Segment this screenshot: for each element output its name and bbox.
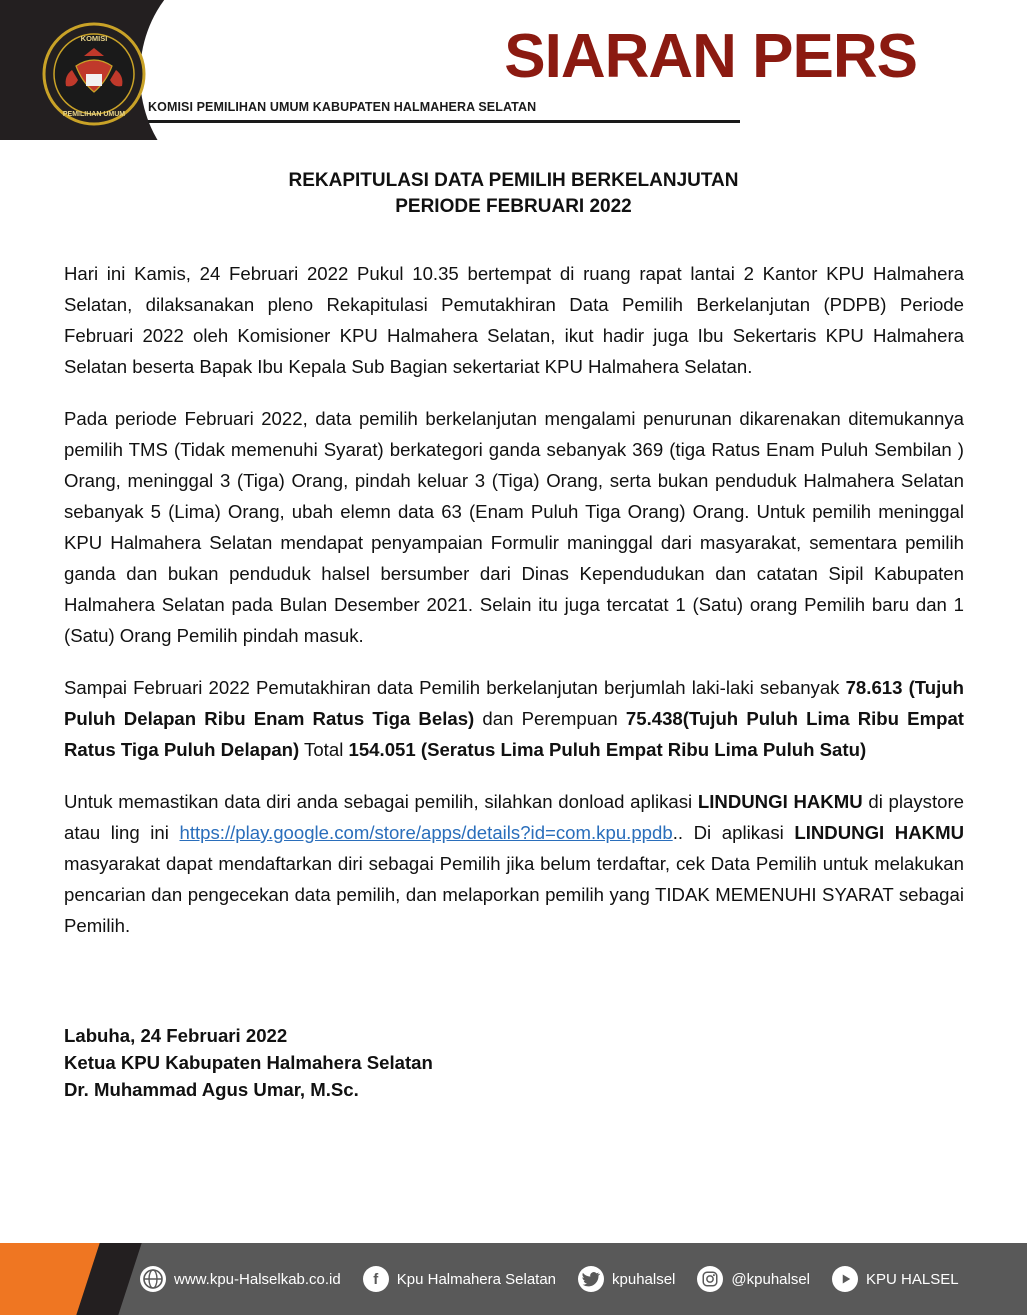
document-title [0,168,1027,220]
signature-role: Ketua KPU Kabupaten Halmahera Selatan [64,1052,433,1073]
p3-text-a: Sampai Februari 2022 Pemutakhiran data Pemilih berkelanjutan berjumlah laki-laki sebanyak [64,677,846,698]
footer-label-youtube: KPU HALSEL [866,1270,959,1288]
globe-icon [140,1266,166,1292]
header-divider [148,120,740,123]
p4-text-d: .. Di aplikasi [672,822,795,843]
header-banner [0,0,1027,140]
paragraph-1: Hari ini Kamis, 24 Februari 2022 Pukul 10.35 bertempat di ruang rapat lantai 2 Kantor KPU Halmahera Selatan, dilaksanakan pleno Rekapitulasi Pemutakhiran Data Pemilih Berkelanjutan (PDPB) Periode Februari 2022 oleh Komisioner KPU Halmahera Selatan, ikut hadir juga Ibu Sekertaris KPU Halmahera Selatan beserta Bapak Ibu Kepala Sub Bagian sekertariat KPU Halmahera Selatan. [64,263,964,377]
p4-app-name-2: LINDUNGI HAKMU [794,822,965,843]
footer-label-facebook: Kpu Halmahera Selatan [396,1270,557,1288]
p3-text-e: Total [299,739,349,760]
paragraph-3 [64,672,964,765]
playstore-link[interactable]: https://play.google.com/store/apps/details?id=com.kpu.ppdb [179,822,673,843]
footer-item-facebook[interactable] [363,1266,556,1292]
twitter-icon [578,1266,604,1292]
document-title-line2: PERIODE FEBRUARI 2022 [395,196,632,217]
p4-text-f: masyarakat dapat mendaftarkan diri sebagai Pemilih jika belum terdaftar, cek Data Pemilih untuk melakukan pencarian dan pengecekan data pemilih, dan melaporkan pemilih yang TIDAK MEMENUHI SYARAT sebagai Pemilih. [64,853,964,936]
youtube-icon [832,1266,858,1292]
document-body [64,258,964,941]
header-white-curve [140,0,340,140]
footer-label-twitter: kpuhalsel [612,1270,676,1288]
p3-grand-total: 154.051 (Seratus Lima Puluh Empat Ribu Lima Puluh Satu) [348,739,867,760]
signature-place-date: Labuha, 24 Februari 2022 [64,1025,288,1046]
p4-text-c: di playstore atau ling ini [64,791,964,843]
signature-block [64,1022,964,1103]
svg-text:PEMILIHAN UMUM: PEMILIHAN UMUM [62,111,126,118]
footer-item-twitter[interactable] [578,1266,675,1292]
svg-text:KOMISI: KOMISI [80,34,108,43]
organization-name: KOMISI PEMILIHAN UMUM KABUPATEN HALMAHERA SELATAN [148,100,537,114]
p3-text-c: dan Perempuan [474,708,626,729]
footer-bar [0,1243,1027,1315]
paragraph-4 [64,786,964,941]
footer-item-instagram[interactable] [697,1266,810,1292]
document-title-line1: REKAPITULASI DATA PEMILIH BERKELANJUTAN [288,170,739,191]
signature-name: Dr. Muhammad Agus Umar, M.Sc. [64,1079,359,1100]
p4-app-name: LINDUNGI HAKMU [697,791,863,812]
footer-label-website: www.kpu-Halselkab.co.id [174,1270,341,1288]
footer-item-youtube[interactable] [832,1266,959,1292]
p3-male-total: 78.613 (Tujuh Puluh Delapan Ribu Enam Ratus Tiga Belas) [64,677,964,729]
paragraph-2: Pada periode Februari 2022, data pemilih berkelanjutan mengalami penurunan dikarenakan ditemukannya pemilih TMS (Tidak memenuhi Syarat) berkategori ganda sebanyak 369 (tiga Ratus Enam Puluh Sembilan ) Orang, meninggal 3 (Tiga) Orang, pindah keluar 3 (Tiga) Orang, serta bukan penduduk Halmahera Selatan sebanyak 5 (Lima) Orang, ubah elemn data 63 (Enam Puluh Tiga Orang) Orang. Untuk pemilih meninggal KPU Halmahera Selatan mendapat penyampaian Formulir maninggal dari masyarakat, sementara pemilih ganda dan bukan penduduk halsel bersumber dari Dinas Kependudukan dan catatan Sipil Kabupaten Halmahera Selatan pada Bulan Desember 2021. Selain itu juga tercatat 1 (Satu) orang Pemilih baru dan 1 (Satu) Orang Pemilih pindah masuk. [64,408,964,646]
banner-title: SIARAN PERS [504,22,917,91]
p4-text-a: Untuk memastikan data diri anda sebagai pemilih, silahkan donload aplikasi [64,791,698,812]
kpu-logo-icon [42,22,146,126]
instagram-icon [697,1266,723,1292]
footer-label-instagram: @kpuhalsel [731,1270,811,1288]
facebook-icon: f [363,1266,389,1292]
footer-contact-list [140,1243,959,1315]
p3-female-total: 75.438(Tujuh Puluh Lima Ribu Empat Ratus Tiga Puluh Delapan) [64,708,964,760]
footer-item-website[interactable] [140,1266,341,1292]
